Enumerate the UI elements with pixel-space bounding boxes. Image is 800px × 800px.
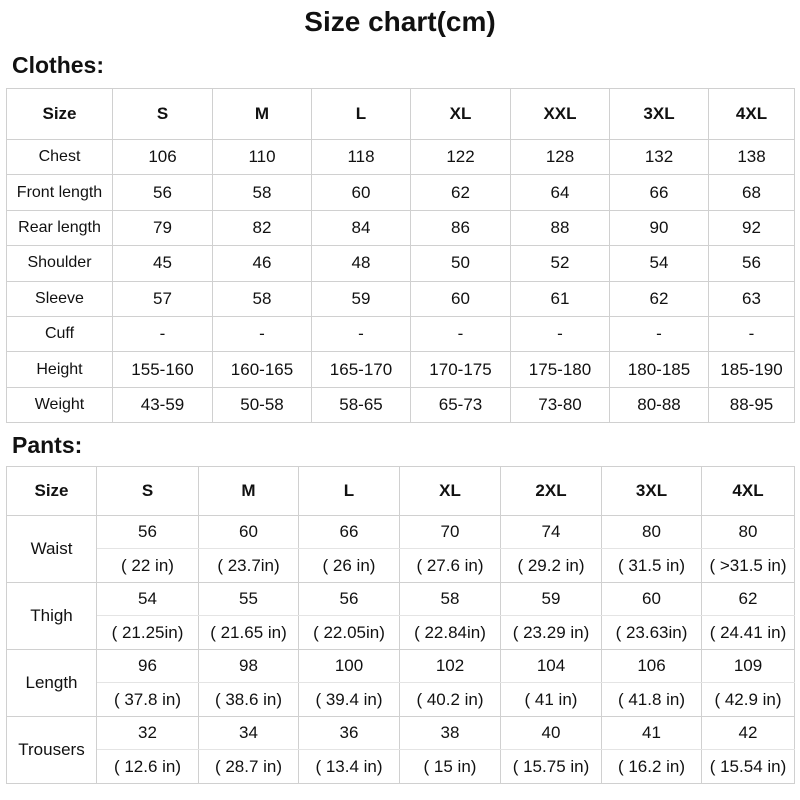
table-cell: 64 xyxy=(511,175,610,210)
table-cell: 92 xyxy=(709,210,795,245)
row-label: Trousers xyxy=(7,717,97,784)
pants-header-4xl: 4XL xyxy=(702,467,795,516)
row-label: Sleeve xyxy=(7,281,113,316)
table-cell: - xyxy=(411,316,511,351)
table-cell: 90 xyxy=(610,210,709,245)
table-row xyxy=(7,246,795,281)
row-label: Chest xyxy=(7,140,113,175)
table-cell: 170-175 xyxy=(411,352,511,387)
table-cell: 118 xyxy=(312,140,411,175)
pants-header-l: L xyxy=(299,467,400,516)
cm-cell: 106 xyxy=(602,650,702,683)
cm-cell: 98 xyxy=(199,650,299,683)
row-label: Shoulder xyxy=(7,246,113,281)
cm-cell: 66 xyxy=(299,516,400,549)
table-row xyxy=(7,516,795,549)
inch-cell: ( 39.4 in) xyxy=(299,683,400,717)
table-row xyxy=(7,650,795,683)
table-cell: 50 xyxy=(411,246,511,281)
table-cell: 165-170 xyxy=(312,352,411,387)
pants-header-size: Size xyxy=(7,467,97,516)
inch-cell: ( 38.6 in) xyxy=(199,683,299,717)
table-cell: 82 xyxy=(213,210,312,245)
inch-cell: ( 23.7in) xyxy=(199,549,299,583)
table-cell: 46 xyxy=(213,246,312,281)
table-row xyxy=(7,281,795,316)
table-cell: - xyxy=(213,316,312,351)
inch-cell: ( 42.9 in) xyxy=(702,683,795,717)
inch-cell: ( 41.8 in) xyxy=(602,683,702,717)
row-label: Front length xyxy=(7,175,113,210)
table-cell: 43-59 xyxy=(113,387,213,422)
table-cell: - xyxy=(312,316,411,351)
inch-cell: ( 22.84in) xyxy=(400,616,501,650)
pants-header-row xyxy=(7,467,795,516)
cm-cell: 102 xyxy=(400,650,501,683)
cm-cell: 62 xyxy=(702,583,795,616)
cm-cell: 80 xyxy=(602,516,702,549)
cm-cell: 36 xyxy=(299,717,400,750)
cm-cell: 55 xyxy=(199,583,299,616)
cm-cell: 40 xyxy=(501,717,602,750)
table-row xyxy=(7,717,795,750)
inch-cell: ( 15.75 in) xyxy=(501,750,602,784)
table-cell: 60 xyxy=(411,281,511,316)
inch-cell: ( >31.5 in) xyxy=(702,549,795,583)
inch-cell: ( 29.2 in) xyxy=(501,549,602,583)
table-row xyxy=(7,352,795,387)
table-cell: 155-160 xyxy=(113,352,213,387)
clothes-header-xxl: XXL xyxy=(511,89,610,140)
pants-size-table xyxy=(6,466,795,784)
table-cell: 79 xyxy=(113,210,213,245)
table-cell: 84 xyxy=(312,210,411,245)
row-label: Rear length xyxy=(7,210,113,245)
cm-cell: 104 xyxy=(501,650,602,683)
table-cell: 65-73 xyxy=(411,387,511,422)
table-cell: 62 xyxy=(610,281,709,316)
row-label: Waist xyxy=(7,516,97,583)
table-cell: 132 xyxy=(610,140,709,175)
cm-cell: 59 xyxy=(501,583,602,616)
table-cell: 128 xyxy=(511,140,610,175)
row-label: Cuff xyxy=(7,316,113,351)
inch-cell: ( 23.63in) xyxy=(602,616,702,650)
table-cell: - xyxy=(113,316,213,351)
table-cell: 88 xyxy=(511,210,610,245)
cm-cell: 96 xyxy=(97,650,199,683)
clothes-header-l: L xyxy=(312,89,411,140)
pants-header-2xl: 2XL xyxy=(501,467,602,516)
table-row xyxy=(7,549,795,583)
cm-cell: 58 xyxy=(400,583,501,616)
table-cell: 48 xyxy=(312,246,411,281)
inch-cell: ( 26 in) xyxy=(299,549,400,583)
table-cell: 58 xyxy=(213,281,312,316)
cm-cell: 42 xyxy=(702,717,795,750)
clothes-header-size: Size xyxy=(7,89,113,140)
table-row xyxy=(7,210,795,245)
clothes-header-s: S xyxy=(113,89,213,140)
cm-cell: 32 xyxy=(97,717,199,750)
clothes-header-3xl: 3XL xyxy=(610,89,709,140)
inch-cell: ( 28.7 in) xyxy=(199,750,299,784)
table-cell: 175-180 xyxy=(511,352,610,387)
pants-header-xl: XL xyxy=(400,467,501,516)
table-cell: 66 xyxy=(610,175,709,210)
table-cell: 106 xyxy=(113,140,213,175)
table-row xyxy=(7,583,795,616)
table-cell: 56 xyxy=(709,246,795,281)
table-cell: 73-80 xyxy=(511,387,610,422)
inch-cell: ( 23.29 in) xyxy=(501,616,602,650)
table-row xyxy=(7,175,795,210)
inch-cell: ( 37.8 in) xyxy=(97,683,199,717)
cm-cell: 60 xyxy=(602,583,702,616)
pants-header-m: M xyxy=(199,467,299,516)
table-cell: 86 xyxy=(411,210,511,245)
clothes-header-row xyxy=(7,89,795,140)
table-cell: 58-65 xyxy=(312,387,411,422)
row-label: Length xyxy=(7,650,97,717)
cm-cell: 54 xyxy=(97,583,199,616)
clothes-header-4xl: 4XL xyxy=(709,89,795,140)
cm-cell: 70 xyxy=(400,516,501,549)
table-cell: 56 xyxy=(113,175,213,210)
row-label: Weight xyxy=(7,387,113,422)
clothes-header-xl: XL xyxy=(411,89,511,140)
pants-header-3xl: 3XL xyxy=(602,467,702,516)
table-cell: 62 xyxy=(411,175,511,210)
row-label: Thigh xyxy=(7,583,97,650)
table-cell: - xyxy=(610,316,709,351)
inch-cell: ( 31.5 in) xyxy=(602,549,702,583)
cm-cell: 109 xyxy=(702,650,795,683)
clothes-section-label: Clothes: xyxy=(12,52,104,78)
cm-cell: 60 xyxy=(199,516,299,549)
table-cell: 88-95 xyxy=(709,387,795,422)
cm-cell: 38 xyxy=(400,717,501,750)
table-cell: 52 xyxy=(511,246,610,281)
table-cell: 160-165 xyxy=(213,352,312,387)
inch-cell: ( 16.2 in) xyxy=(602,750,702,784)
page-title: Size chart(cm) xyxy=(304,6,496,37)
table-row xyxy=(7,750,795,784)
table-row xyxy=(7,683,795,717)
cm-cell: 41 xyxy=(602,717,702,750)
table-cell: 122 xyxy=(411,140,511,175)
table-cell: 50-58 xyxy=(213,387,312,422)
inch-cell: ( 21.25in) xyxy=(97,616,199,650)
table-cell: 54 xyxy=(610,246,709,281)
table-cell: 60 xyxy=(312,175,411,210)
inch-cell: ( 27.6 in) xyxy=(400,549,501,583)
table-row xyxy=(7,140,795,175)
cm-cell: 56 xyxy=(97,516,199,549)
inch-cell: ( 22.05in) xyxy=(299,616,400,650)
table-row xyxy=(7,387,795,422)
table-cell: - xyxy=(511,316,610,351)
inch-cell: ( 15 in) xyxy=(400,750,501,784)
cm-cell: 34 xyxy=(199,717,299,750)
inch-cell: ( 15.54 in) xyxy=(702,750,795,784)
cm-cell: 74 xyxy=(501,516,602,549)
clothes-size-table xyxy=(6,88,795,423)
pants-header-s: S xyxy=(97,467,199,516)
pants-section-label: Pants: xyxy=(12,432,83,458)
table-cell: 110 xyxy=(213,140,312,175)
inch-cell: ( 21.65 in) xyxy=(199,616,299,650)
table-cell: 68 xyxy=(709,175,795,210)
table-cell: 57 xyxy=(113,281,213,316)
inch-cell: ( 22 in) xyxy=(97,549,199,583)
table-cell: - xyxy=(709,316,795,351)
clothes-header-m: M xyxy=(213,89,312,140)
inch-cell: ( 12.6 in) xyxy=(97,750,199,784)
table-cell: 180-185 xyxy=(610,352,709,387)
table-cell: 45 xyxy=(113,246,213,281)
inch-cell: ( 24.41 in) xyxy=(702,616,795,650)
table-cell: 63 xyxy=(709,281,795,316)
inch-cell: ( 13.4 in) xyxy=(299,750,400,784)
table-row xyxy=(7,316,795,351)
inch-cell: ( 41 in) xyxy=(501,683,602,717)
table-cell: 80-88 xyxy=(610,387,709,422)
table-cell: 58 xyxy=(213,175,312,210)
cm-cell: 100 xyxy=(299,650,400,683)
table-cell: 138 xyxy=(709,140,795,175)
cm-cell: 80 xyxy=(702,516,795,549)
row-label: Height xyxy=(7,352,113,387)
inch-cell: ( 40.2 in) xyxy=(400,683,501,717)
table-cell: 185-190 xyxy=(709,352,795,387)
table-cell: 61 xyxy=(511,281,610,316)
table-cell: 59 xyxy=(312,281,411,316)
table-row xyxy=(7,616,795,650)
cm-cell: 56 xyxy=(299,583,400,616)
